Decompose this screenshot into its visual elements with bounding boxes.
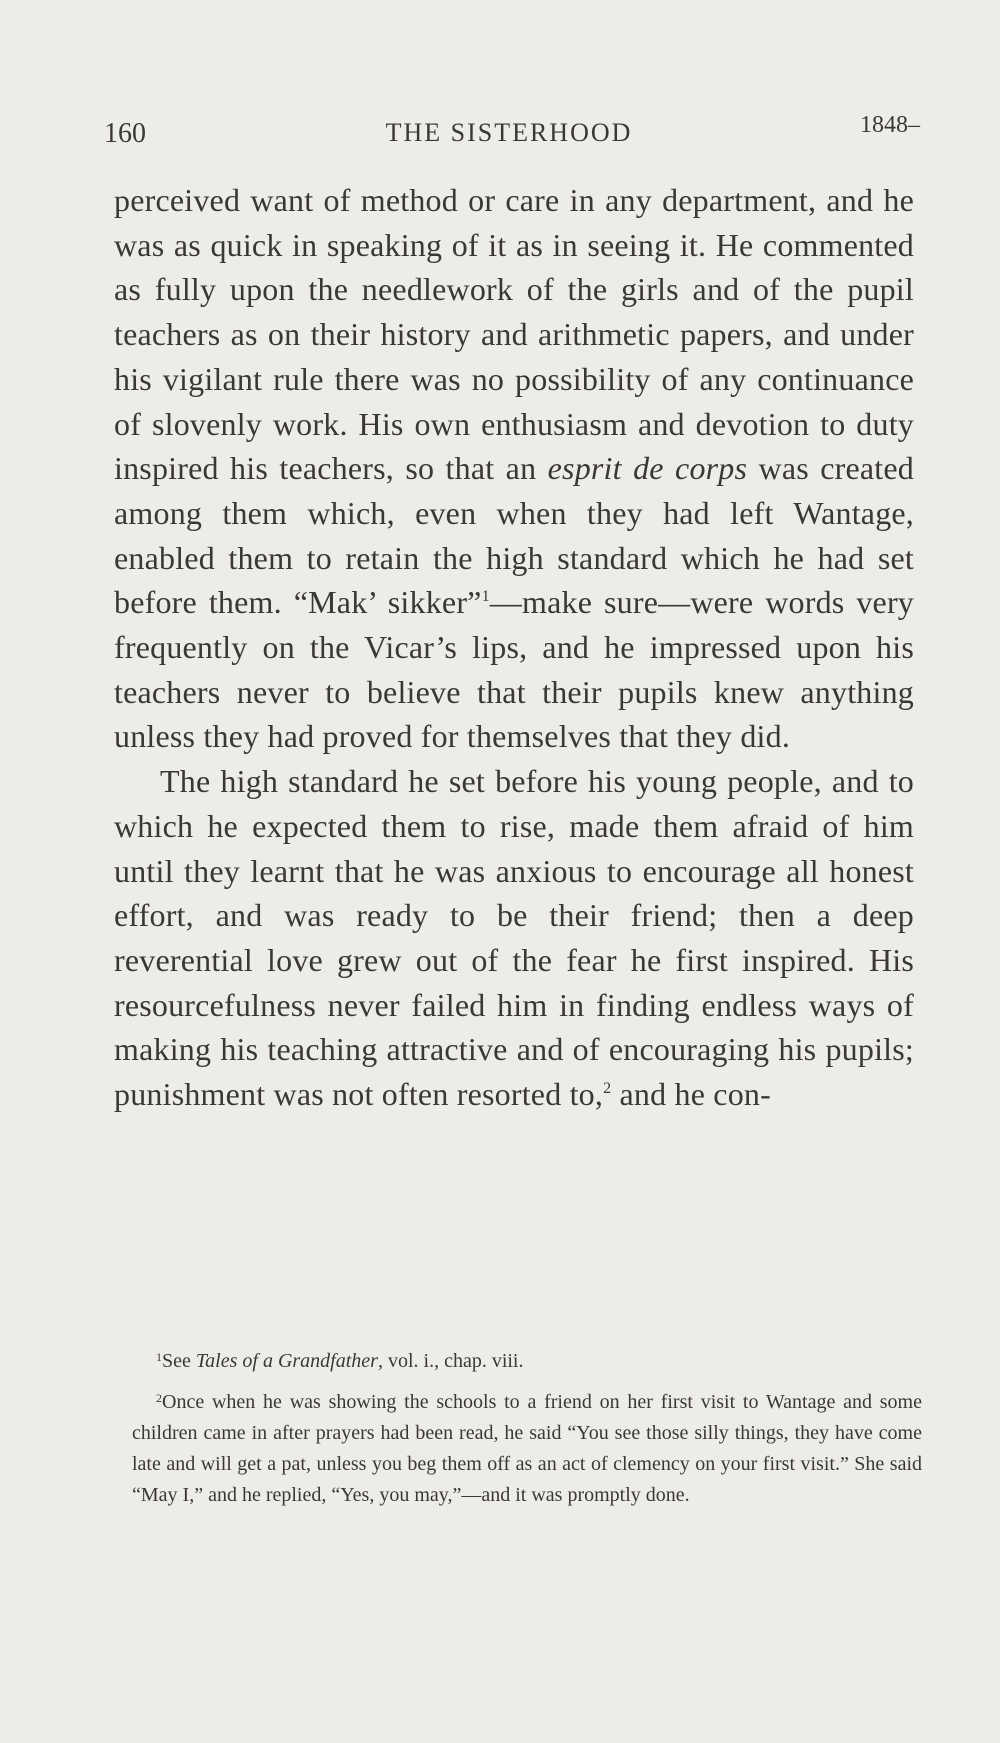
footnote-ref-2[interactable]: 2 [603,1080,612,1098]
running-title: THE SISTERHOOD [385,118,633,147]
main-text [114,178,914,1117]
header-year: 1848– [860,112,920,138]
esprit-de-corps-italic: esprit de corps [547,450,748,487]
paragraph-1-text-b: was created among them which, even when they had left Wantage, enabled them to retain the high standard which he had set before them. “Mak’ sikker” [114,450,914,621]
footnote-1-prefix: See [162,1350,196,1372]
footnote-2 [132,1383,922,1511]
footnote-2-marker: 2 [156,1391,162,1405]
footnote-1 [156,1342,922,1377]
footnote-ref-1[interactable]: 1 [481,588,490,606]
footnote-1-marker: 1 [156,1350,162,1364]
paragraph-1-text-a: perceived want of method or care in any department, and he was as quick in speaking of it as in seeing it. He commented as fully upon the needlework of the girls and of the pupil teachers as on their history and arithmetic papers, and under his vigilant rule there was no possibility of any continuance of slovenly work. His own enthusiasm and devotion to duty inspired his teachers, so that an [114,182,914,487]
footnotes [132,1342,922,1511]
paragraph-1-text-c: —make sure—were words very frequently on the Vicar’s lips, and he impressed upon his teachers never to believe that their pupils knew anything unless they had proved for themselves that they did. [114,584,914,755]
footnote-1-book-title: Tales of a Grandfather [195,1350,378,1372]
footnote-2-text: Once when he was showing the schools to a friend on her first visit to Wantage and some children came in after prayers had been read, he said “You see those silly things, they have come late and will get a pat, unless you beg them off as an act of clemency on your first visit.” She said “May I,” and he replied, “Yes, you may,”—and it was promptly done. [132,1391,922,1506]
paragraph-1 [114,178,914,759]
paragraph-2-text-b: and he con- [611,1076,771,1113]
footnote-1-suffix: , vol. i., chap. viii. [377,1350,524,1372]
paragraph-2-text-a: The high standard he set before his young people, and to which he expected them to rise, made them afraid of him until they learnt that he was anxious to encourage all honest effort, and was ready to be their friend; then a deep reverential love grew out of the fear he first inspired. His resourcefulness never failed him in finding endless ways of making his teaching attractive and of encouraging his pupils; punishment was not often resorted to, [114,763,914,1113]
page-number: 160 [104,118,146,149]
paragraph-2 [114,759,914,1117]
running-header [104,112,920,158]
